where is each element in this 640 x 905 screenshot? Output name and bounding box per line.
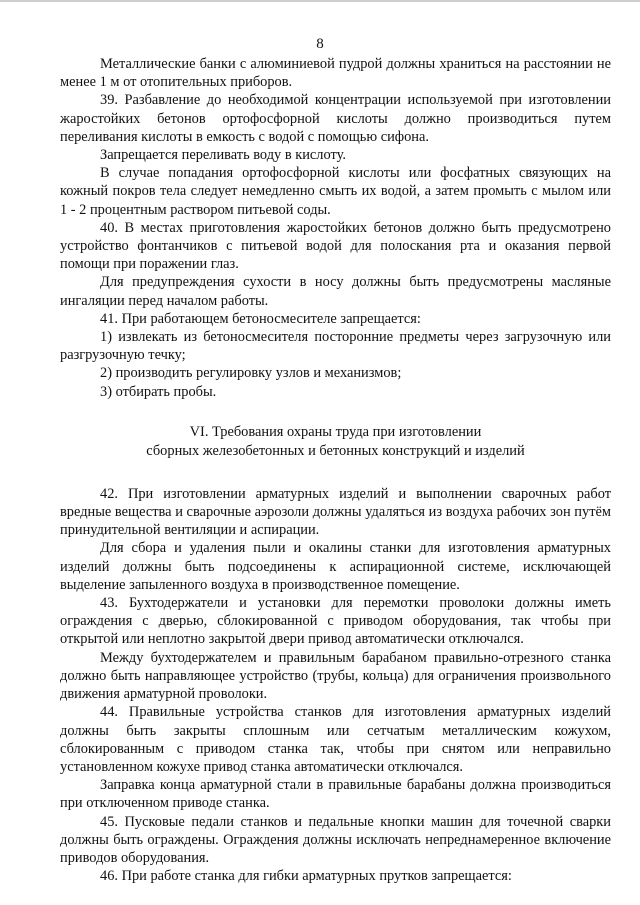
paragraph-acid-skin-contact: В случае попадания ортофосфорной кислоты или фосфатных связующих на кожный покров тела следует немедленно смыть их водой, а затем промыть с мылом или 1 - 2 процентным раствором питьевой соды.: [60, 165, 611, 218]
paragraph-45: 45. Пусковые педали станков и педальные кнопки машин для точечной сварки должны быть ограждены. Ограждения должны исключать непреднамеренное включение приводов оборудования.: [60, 813, 611, 866]
paragraph-46: 46. При работе станка для гибки арматурных прутков запрещается:: [100, 868, 512, 885]
paragraph-no-water-into-acid: Запрещается переливать воду в кислоту.: [100, 147, 346, 164]
paragraph-39: 39. Разбавление до необходимой концентрации используемой при изготовлении жаростойких бетонов ортофосфорной кислоты должно производиться путем переливания кислоты в емкость с водой с помощью сифона.: [60, 92, 611, 145]
list-item-41-1: 1) извлекать из бетоносмесителя посторонние предметы через загрузочную или разгрузочную течку;: [60, 329, 611, 364]
page-body: [60, 55, 611, 885]
paragraph-40: 40. В местах приготовления жаростойких бетонов должно быть предусмотрено устройство фонтанчиков с питьевой водой для полоскания рта и оказания первой помощи при поражении глаз.: [60, 219, 611, 273]
list-item-41-2: 2) производить регулировку узлов и механизмов;: [100, 365, 402, 382]
paragraph-threading-steel: Заправка конца арматурной стали в правильные барабаны должна производиться при отключенном приводе станка.: [60, 777, 611, 812]
paragraph-41: 41. При работающем бетоносмесителе запрещается:: [100, 310, 421, 327]
paragraph-oil-inhalations: Для предупреждения сухости в носу должны быть предусмотрены масляные ингаляции перед началом работы.: [60, 274, 611, 309]
scan-top-edge: [0, 0, 640, 2]
paragraph-42: 42. При изготовлении арматурных изделий и выполнении сварочных работ вредные вещества и сварочные аэрозоли должны удаляться из воздуха рабочих зон путём принудительной вентиляции и аспирации.: [60, 485, 611, 539]
section-heading-line-2: сборных железобетонных и бетонных конструкций и изделий: [146, 442, 525, 459]
section-heading-vi: [60, 423, 611, 461]
paragraph-dust-removal: Для сбора и удаления пыли и окалины станки для изготовления арматурных изделий должны быть подсоединены к аспирационной системе, исключающей выделение запыленного воздуха в производственное помещение.: [60, 540, 611, 593]
list-item-41-3: 3) отбирать пробы.: [100, 383, 217, 400]
page-number: 8: [316, 36, 324, 52]
paragraph-metal-cans: Металлические банки с алюминиевой пудрой должны храниться на расстоянии не менее 1 м от отопительных приборов.: [60, 56, 611, 91]
paragraph-guide-device: Между бухтодержателем и правильным барабаном правильно-отрезного станка должно быть направляющее устройство (трубы, кольца) для ограничения произвольного движения арматурной проволоки.: [60, 649, 611, 703]
paragraph-43: 43. Бухтодержатели и установки для перемотки проволоки должны иметь ограждения с дверью, сблокированной с приводом оборудования, так чтобы при открытой или неплотно закрытой двери привод автоматически отключался.: [60, 595, 611, 648]
section-heading-line-1: VI. Требования охраны труда при изготовлении: [189, 423, 482, 440]
paragraph-44: 44. Правильные устройства станков для изготовления арматурных изделий должны быть закрыты сплошным или сетчатым металлическим кожухом, сблокированным с приводом станка так, чтобы при снятом или неправильно установленном кожухе привод станка автоматически отключался.: [60, 704, 611, 775]
